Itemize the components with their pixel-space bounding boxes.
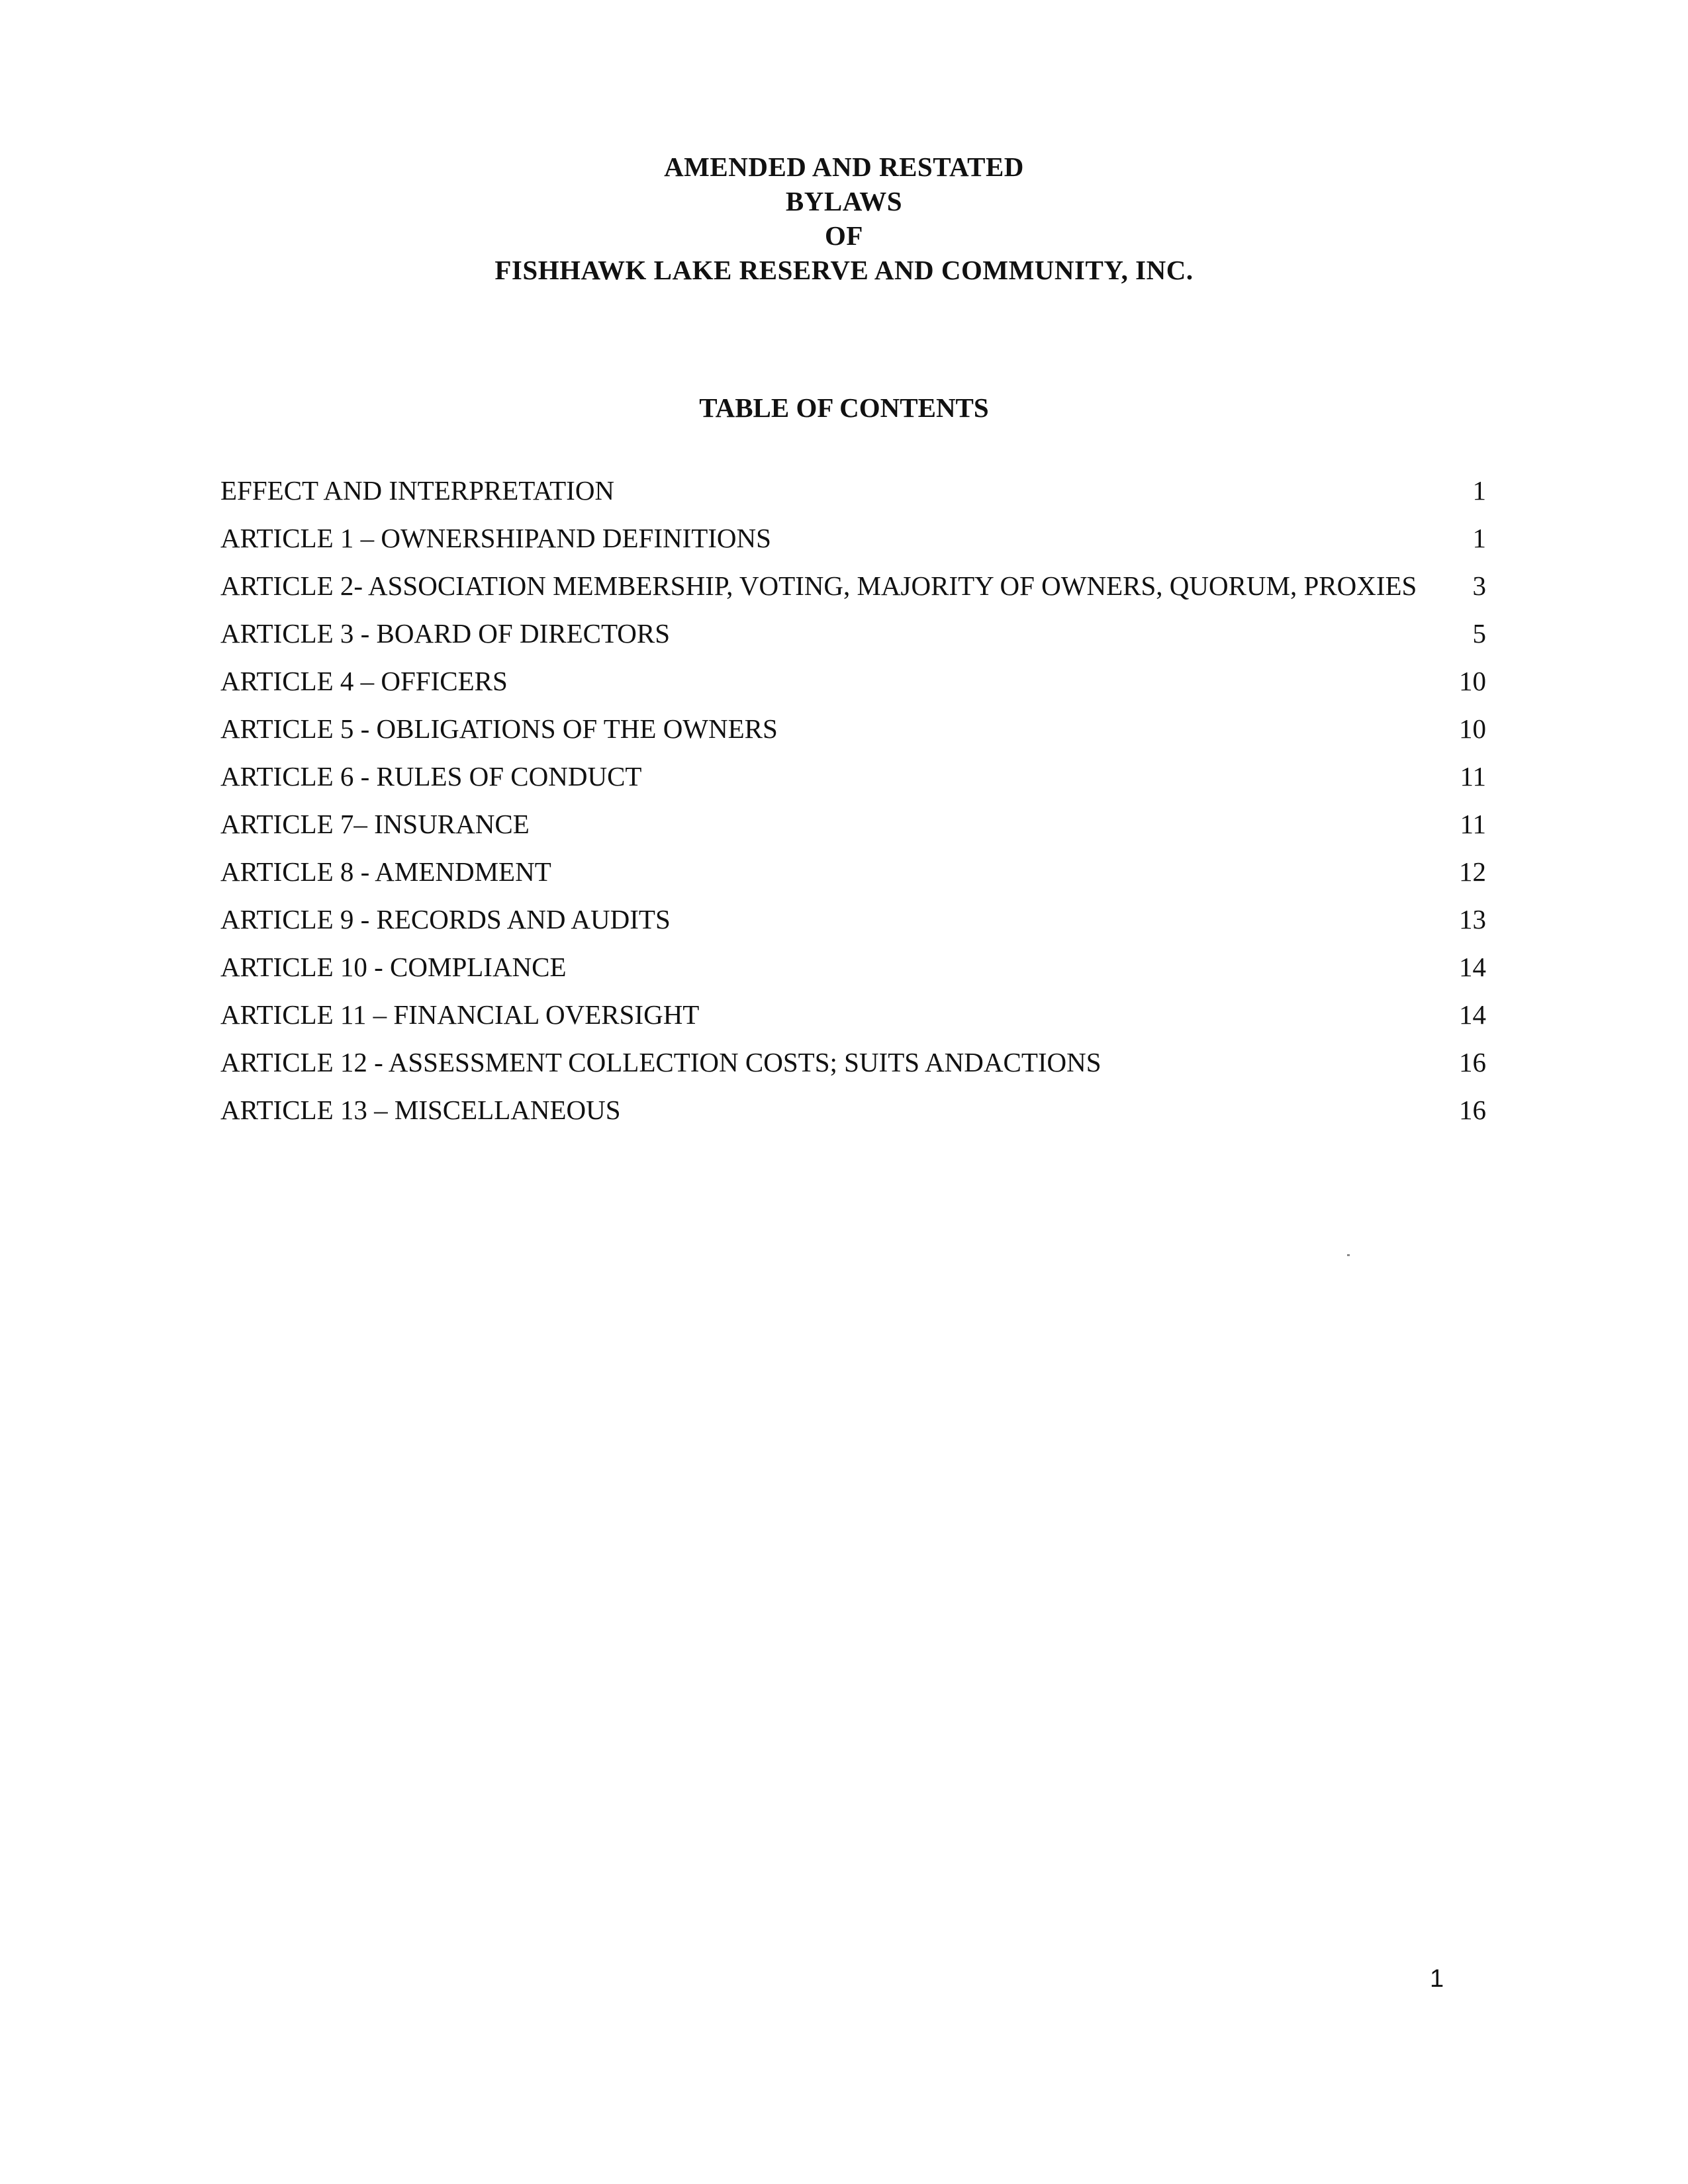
toc-entry	[220, 710, 1486, 758]
toc-entry-page: 11	[1460, 809, 1486, 839]
toc-entry-page: 5	[1472, 618, 1486, 649]
toc-entry	[220, 520, 1486, 567]
toc-entry-title: ARTICLE 5 - OBLIGATIONS OF THE OWNERS	[220, 713, 778, 744]
table-of-contents	[220, 472, 1486, 1139]
toc-entry-title: ARTICLE 3 - BOARD OF DIRECTORS	[220, 618, 671, 649]
toc-entry-title: ARTICLE 13 – MISCELLANEOUS	[220, 1095, 621, 1125]
toc-entry-title: ARTICLE 8 - AMENDMENT	[220, 856, 551, 887]
toc-entry-title: ARTICLE 4 – OFFICERS	[220, 666, 508, 696]
toc-entry-page: 1	[1472, 523, 1486, 553]
toc-entry	[220, 996, 1486, 1044]
toc-entry-page: 14	[1459, 952, 1486, 982]
toc-entry-title: ARTICLE 7– INSURANCE	[220, 809, 530, 839]
toc-entry-page: 12	[1459, 856, 1486, 887]
document-title	[0, 150, 1688, 287]
toc-entry-page: 11	[1460, 761, 1486, 792]
title-line-3: OF	[825, 220, 863, 251]
toc-entry-title: ARTICLE 2- ASSOCIATION MEMBERSHIP, VOTING, MAJORITY OF OWNERS, QUORUM, PROXIES	[220, 570, 1417, 601]
toc-entry	[220, 948, 1486, 996]
toc-entry	[220, 662, 1486, 710]
toc-entry-title: EFFECT AND INTERPRETATION	[220, 475, 615, 506]
toc-entry	[220, 472, 1486, 520]
toc-entry-page: 10	[1459, 713, 1486, 744]
toc-entry-title: ARTICLE 1 – OWNERSHIPAND DEFINITIONS	[220, 523, 771, 553]
toc-entry-page: 13	[1459, 904, 1486, 934]
toc-entry-title: ARTICLE 6 - RULES OF CONDUCT	[220, 761, 642, 792]
toc-entry-title: ARTICLE 9 - RECORDS AND AUDITS	[220, 904, 671, 934]
toc-entry	[220, 615, 1486, 662]
toc-entry-page: 14	[1459, 999, 1486, 1030]
toc-heading: TABLE OF CONTENTS	[699, 392, 989, 423]
title-line-1: AMENDED AND RESTATED	[664, 152, 1024, 182]
toc-entry	[220, 853, 1486, 901]
toc-entry	[220, 901, 1486, 948]
toc-entry-page: 16	[1459, 1095, 1486, 1125]
toc-entry-page: 10	[1459, 666, 1486, 696]
toc-entry-title: ARTICLE 11 – FINANCIAL OVERSIGHT	[220, 999, 700, 1030]
toc-entry	[220, 1091, 1486, 1139]
toc-entry-page: 16	[1459, 1047, 1486, 1077]
toc-entry	[220, 758, 1486, 805]
toc-entry-page: 3	[1472, 570, 1486, 601]
toc-entry-title: ARTICLE 12 - ASSESSMENT COLLECTION COSTS; SUITS ANDACTIONS	[220, 1047, 1102, 1077]
scan-speck	[1347, 1254, 1350, 1256]
toc-entry	[220, 1044, 1486, 1091]
toc-entry-title: ARTICLE 10 - COMPLIANCE	[220, 952, 567, 982]
title-line-2: BYLAWS	[785, 186, 903, 216]
toc-entry	[220, 805, 1486, 853]
page-number: 1	[1430, 1965, 1444, 1993]
toc-entry	[220, 567, 1486, 615]
title-line-4: FISHHAWK LAKE RESERVE AND COMMUNITY, INC.	[494, 255, 1194, 285]
toc-entry-page: 1	[1472, 475, 1486, 506]
